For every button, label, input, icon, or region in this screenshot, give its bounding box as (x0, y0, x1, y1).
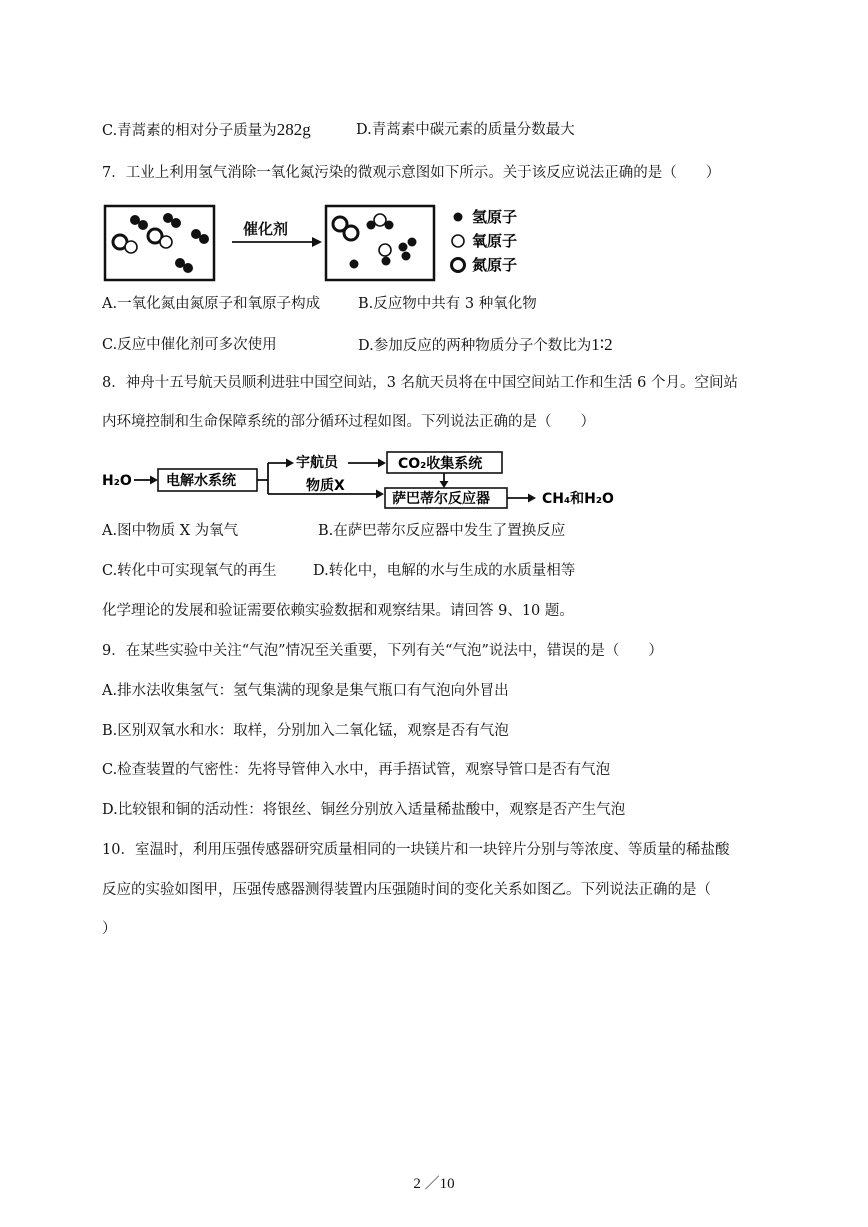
no-molecule (148, 229, 172, 248)
q9-option-d: D.比较银和铜的活动性：将银丝、铜丝分别放入适量稀盐酸中，观察是否产生气泡 (102, 802, 626, 818)
hydrogen-molecule (163, 213, 181, 228)
legend-hydrogen: 氢原子 (472, 208, 518, 226)
nitrogen-atom-icon (452, 259, 465, 272)
q7-reaction-diagram (100, 200, 540, 286)
q8-stem-line1: 8．神舟十五号航天员顺利进驻中国空间站，3 名航天员将在中国空间站工作和生活 6 个月。空间站 (102, 375, 738, 391)
sabatier-label: 萨巴蒂尔反应器 (392, 491, 490, 507)
legend-nitrogen: 氮原子 (472, 256, 518, 274)
hydrogen-molecule (175, 258, 193, 273)
q6-option-c: C.青蒿素的相对分子质量为282g (102, 120, 311, 139)
q10-stem-line3: ） (102, 921, 117, 937)
no-molecule (113, 235, 137, 253)
water-molecule (379, 244, 391, 266)
q8-option-a: A.图中物质 X 为氧气 (102, 523, 239, 539)
oxygen-atom-icon (452, 235, 464, 247)
section-intro: 化学理论的发展和验证需要依赖实验数据和观察结果。请回答 9、10 题。 (102, 603, 574, 619)
q9-option-a: A.排水法收集氢气：氢气集满的现象是集气瓶口有气泡向外冒出 (102, 683, 509, 699)
q9-option-b: B.区别双氧水和水：取样，分别加入二氧化锰，观察是否有气泡 (102, 723, 509, 739)
hydrogen-molecule (191, 229, 209, 244)
q7-option-c: C.反应中催化剂可多次使用 (102, 337, 277, 353)
q10-stem-line1: 10．室温时，利用压强传感器研究质量相同的一块镁片和一块锌片分别与等浓度、等质量的稀盐酸 (102, 842, 730, 858)
q8-option-c: C.转化中可实现氧气的再生 (102, 563, 277, 579)
q9-option-c: C.检查装置的气密性：先将导管伸入水中，再手捂试管，观察导管口是否有气泡 (102, 762, 611, 778)
legend-oxygen: 氧原子 (472, 232, 518, 250)
flow-input-h2o: H₂O (102, 473, 132, 489)
catalyst-label: 催化剂 (243, 220, 289, 238)
q8-flow-diagram (100, 446, 630, 516)
flow-output: CH₄和H₂O (542, 491, 614, 507)
q8-option-b: B.在萨巴蒂尔反应器中发生了置换反应 (318, 523, 566, 539)
q6-option-d: D.青蒿素中碳元素的质量分数最大 (356, 122, 575, 138)
water-molecule (367, 214, 394, 230)
page-number: 2 ／10 (413, 1176, 455, 1192)
co2-collection-label: CO₂收集系统 (398, 456, 483, 472)
water-molecule (399, 238, 417, 261)
substance-x-label: 物质X (306, 478, 345, 494)
q7-option-b: B.反应物中共有 3 种氧化物 (358, 296, 537, 312)
q10-stem-line2: 反应的实验如图甲，压强传感器测得装置内压强随时间的变化关系如图乙。下列说法正确的是（ (102, 882, 711, 898)
electrolysis-label: 电解水系统 (166, 473, 236, 489)
q8-option-d: D.转化中，电解的水与生成的水质量相等 (313, 563, 576, 579)
q7-option-a: A.一氧化氮由氮原子和氧原子构成 (102, 296, 321, 312)
q8-stem-line2: 内环境控制和生命保障系统的部分循环过程如图。下列说法正确的是（ ） (102, 414, 595, 430)
nitrogen-molecule (333, 217, 358, 240)
q7-option-d: D.参加反应的两种物质分子个数比为1∶2 (358, 335, 613, 354)
q7-stem: 7．工业上利用氢气消除一氧化氮污染的微观示意图如下所示。关于该反应说法正确的是（ ） (102, 165, 721, 181)
hydrogen-molecule (130, 215, 148, 230)
q9-stem: 9．在某些实验中关注“气泡”情况至关重要，下列有关“气泡”说法中，错误的是（ ） (102, 643, 663, 659)
astronaut-label: 宇航员 (296, 455, 338, 471)
hydrogen-atom-icon (454, 213, 463, 222)
